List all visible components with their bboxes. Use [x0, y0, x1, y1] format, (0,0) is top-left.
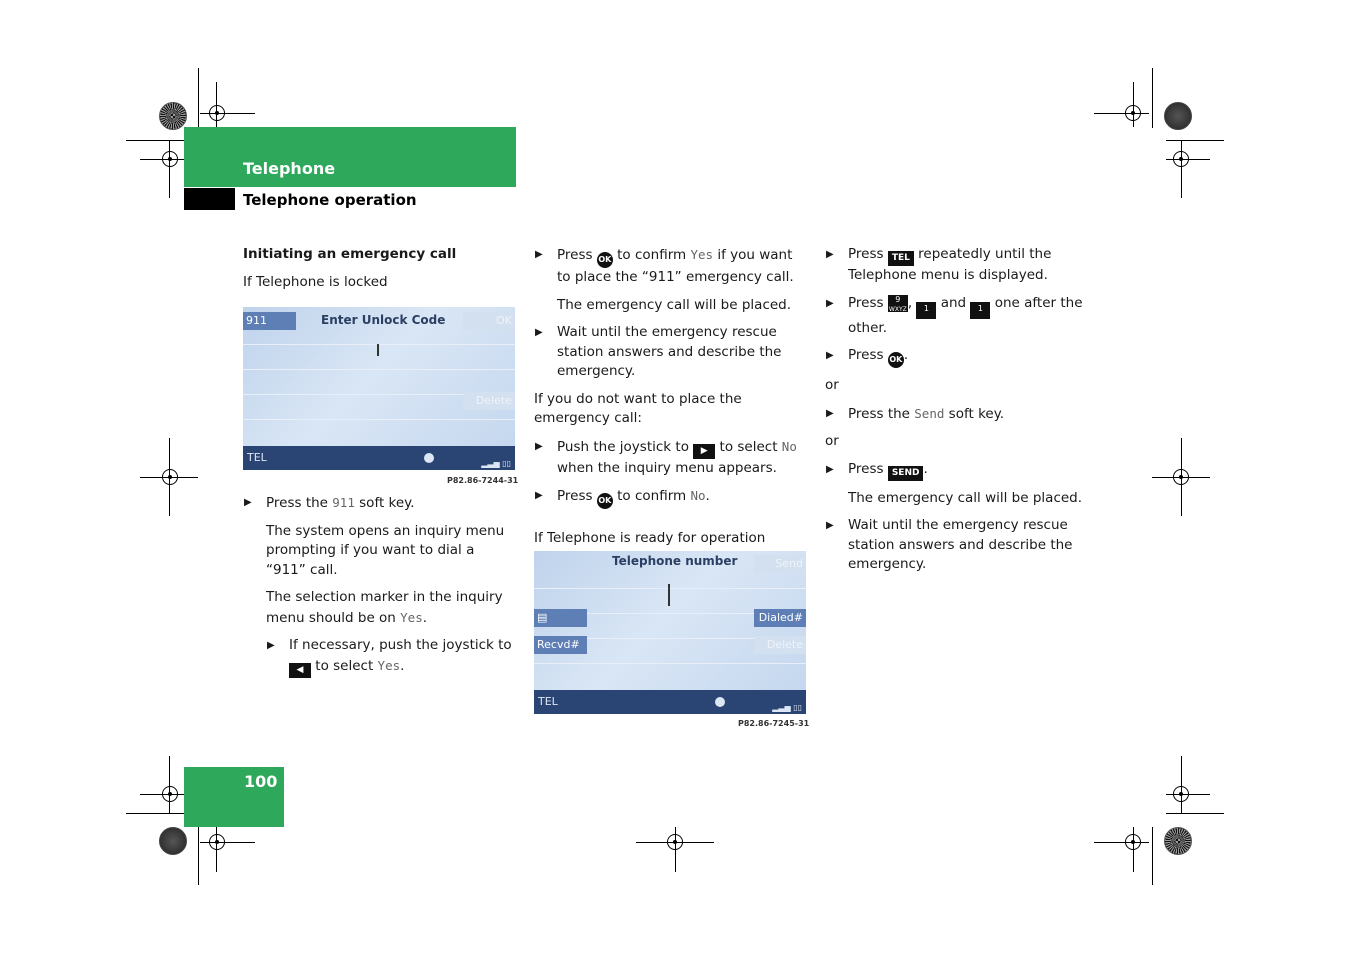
text-cursor [377, 344, 379, 356]
column-1-steps [243, 493, 518, 686]
section-title: Telephone [243, 159, 336, 178]
status-bar [534, 690, 806, 714]
color-rose-icon [159, 102, 187, 130]
screen-title: Enter Unlock Code [321, 313, 446, 327]
arrow-left-icon: ◀ [289, 663, 311, 678]
color-dot-icon [1164, 102, 1192, 130]
ok-button-icon: OK [597, 493, 613, 509]
status-label: TEL [538, 695, 558, 708]
step-item: ▶ Press OK to confirm Yes if you want to place the “911” emergency call. [534, 245, 809, 288]
step-item: ▶ Press the 911 soft key. [243, 493, 518, 514]
arrow-right-icon: ▶ [693, 444, 715, 459]
section-heading: Initiating an emergency call [243, 246, 457, 262]
paragraph: If Telephone is ready for operation [534, 530, 766, 546]
note-text: The system opens an inquiry menu prompting if you want to dial a “911” call. [266, 522, 505, 578]
or-text: or [825, 377, 839, 393]
screen-title: Telephone number [612, 554, 738, 568]
key-1-icon: 1 [916, 302, 936, 319]
step-item: ▶ Wait until the emergency rescue station answers and describe the emergency. [534, 323, 809, 382]
status-bar [243, 446, 515, 470]
unlock-screen [243, 307, 515, 470]
signal-icon: ▂▃▅ ▯▯ [481, 459, 511, 468]
soft-key-label: 911 [332, 495, 355, 510]
header-bar [184, 127, 516, 187]
soft-key-dialed[interactable]: Dialed# [754, 609, 806, 627]
color-rose-icon [1164, 827, 1192, 855]
ok-button-icon: OK [597, 252, 613, 268]
column-2 [534, 245, 809, 557]
or-text: or [825, 433, 839, 449]
signal-icon: ▂▃▅ ▯▯ [772, 703, 802, 712]
page-number: 100 [244, 772, 278, 791]
column-3 [825, 245, 1100, 583]
step-item: ▶ Press the Send soft key. [825, 404, 1100, 425]
step-item: ▶ Press 9 WXYZ, 1 and 1 one after the other. [825, 294, 1100, 339]
tel-key-icon: TEL [888, 251, 914, 266]
soft-key-send[interactable]: Send [754, 555, 806, 573]
soft-key-delete[interactable]: Delete [463, 392, 515, 410]
key-9-icon: 9 WXYZ [888, 294, 907, 313]
subsection-marker [184, 188, 235, 210]
send-key-icon: SEND [888, 466, 924, 481]
figure-caption: P82.86-7244-31 [447, 476, 519, 485]
note-text: The emergency call will be placed. [557, 296, 792, 313]
joystick-icon [715, 697, 725, 707]
step-item: ▶ Press TEL repeatedly until the Telephone menu is displayed. [825, 245, 1100, 286]
subsection-title: Telephone operation [243, 191, 417, 209]
step-item: ▶ Press OK to confirm No. [534, 486, 809, 509]
key-1-icon: 1 [970, 302, 990, 319]
soft-key-delete[interactable]: Delete [754, 636, 806, 654]
phonebook-icon[interactable]: ▤ [534, 609, 587, 627]
soft-key-911[interactable]: 911 [243, 312, 296, 330]
step-item: ▶ Push the joystick to ▶ to select No when the inquiry menu appears. [534, 437, 809, 479]
telephone-screen [534, 551, 806, 714]
status-label: TEL [247, 451, 267, 464]
joystick-icon [424, 453, 434, 463]
soft-key-ok[interactable]: OK [463, 312, 515, 330]
step-item: ▶ Wait until the emergency rescue station answers and describe the emergency. [825, 516, 1100, 575]
color-dot-icon [159, 827, 187, 855]
note-text: The selection marker in the inquiry menu should be on Yes. [266, 589, 503, 626]
figure-caption: P82.86-7245-31 [738, 719, 810, 728]
intro-text: If Telephone is locked [243, 273, 388, 290]
paragraph: If you do not want to place the emergency call: [534, 390, 742, 426]
sub-step-item: ▶ If necessary, push the joystick to ◀ to select Yes. [243, 636, 518, 678]
soft-key-recvd[interactable]: Recvd# [534, 636, 587, 654]
step-item: ▶ Press OK . [825, 346, 1100, 368]
note-text: The emergency call will be placed. [848, 489, 1083, 506]
step-item: ▶ Press SEND . [825, 460, 1100, 481]
ok-button-icon: OK [888, 352, 904, 368]
column-1 [243, 245, 518, 300]
text-cursor [668, 584, 670, 606]
